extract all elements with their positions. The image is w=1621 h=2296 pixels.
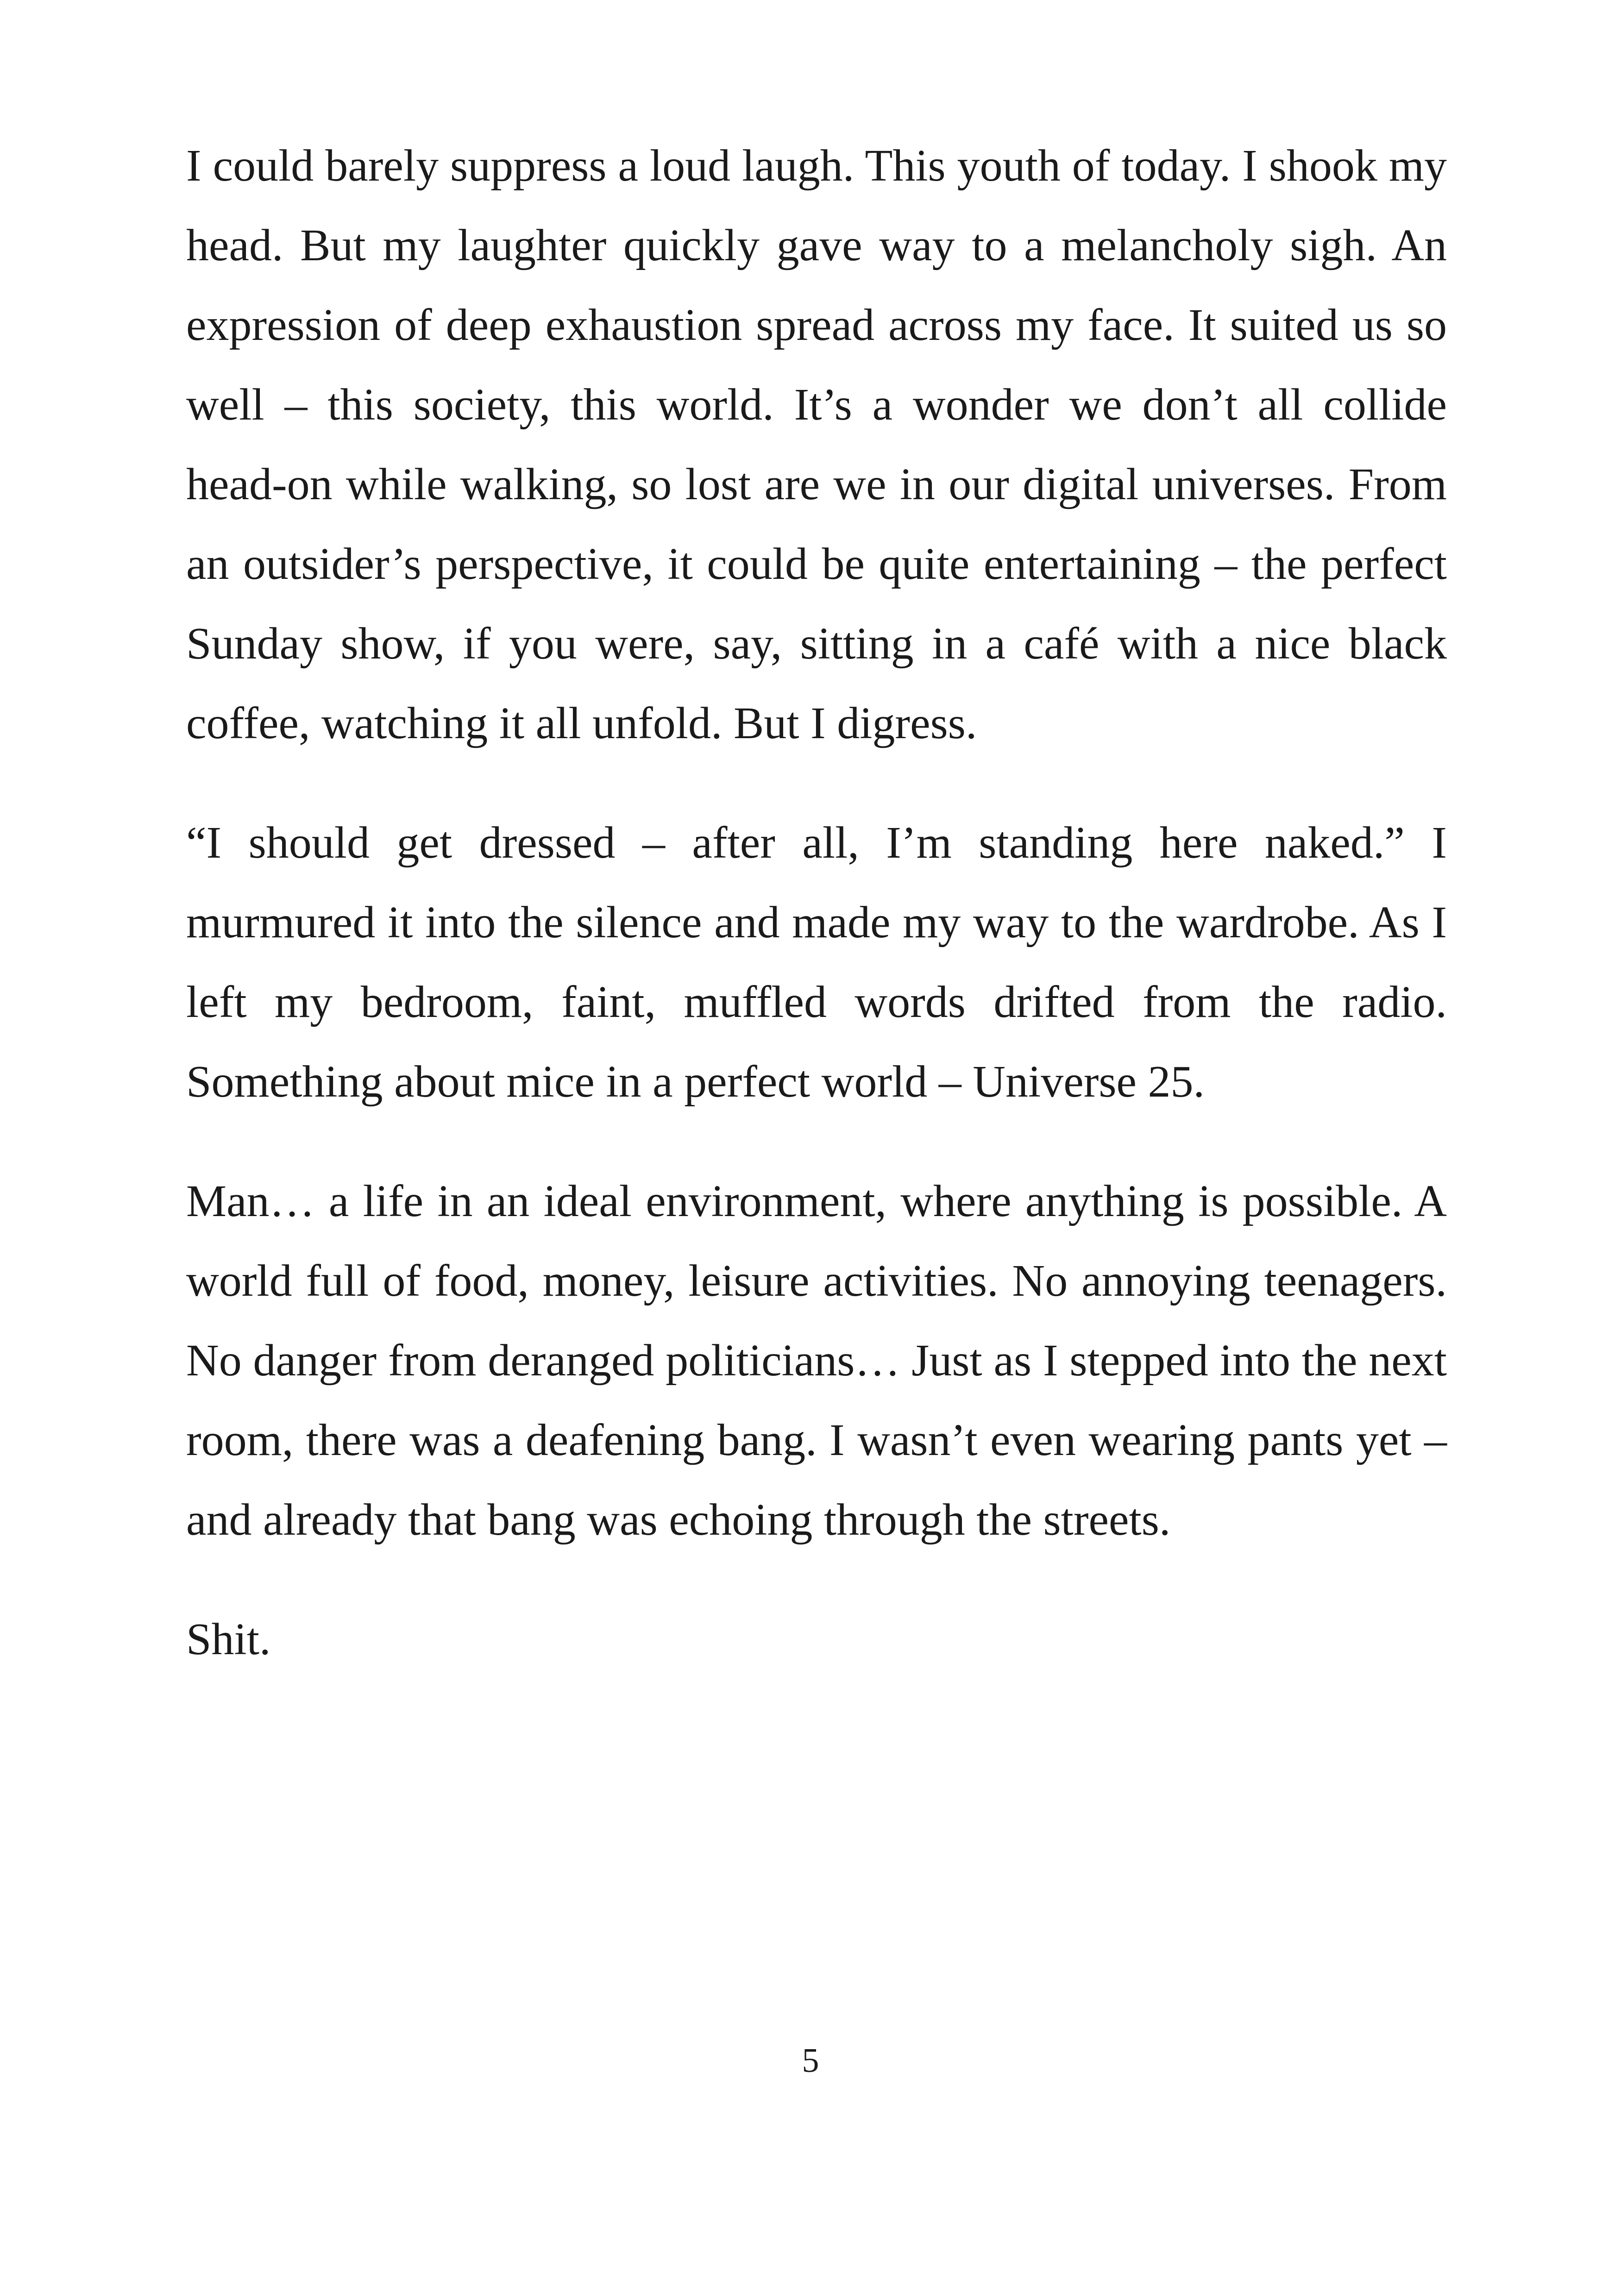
paragraph-2: “I should get dressed – after all, I’m standing here naked.” I murmured it into the silence and made my way to the wardrobe. As I left my bedroom, faint, muffled words drifted from the radio. Something about mice in a perfect world – Universe 25. <box>186 818 1447 1107</box>
page-number: 5 <box>802 2042 819 2080</box>
paragraph-4: Shit. <box>186 1614 271 1664</box>
body-text <box>186 126 1447 1679</box>
paragraph-1: I could barely suppress a loud laugh. This youth of today. I shook my head. But my laughter quickly gave way to a melancholy sigh. An expression of deep exhaustion spread across my face. It suited us so well – this society, this world. It’s a wonder we don’t all collide head-on while walking, so lost are we in our digital universes. From an outsider’s perspective, it could be quite entertaining – the perfect Sunday show, if you were, say, sitting in a café with a nice black coffee, watching it all unfold. But I digress. <box>186 141 1447 748</box>
paragraph-3: Man… a life in an ideal environment, where anything is possible. A world full of food, money, leisure activities. No annoying teenagers. No danger from deranged politicians… Just as I stepped into the next room, there was a deafening bang. I wasn’t even wearing pants yet – and already that bang was echoing through the streets. <box>186 1176 1447 1545</box>
